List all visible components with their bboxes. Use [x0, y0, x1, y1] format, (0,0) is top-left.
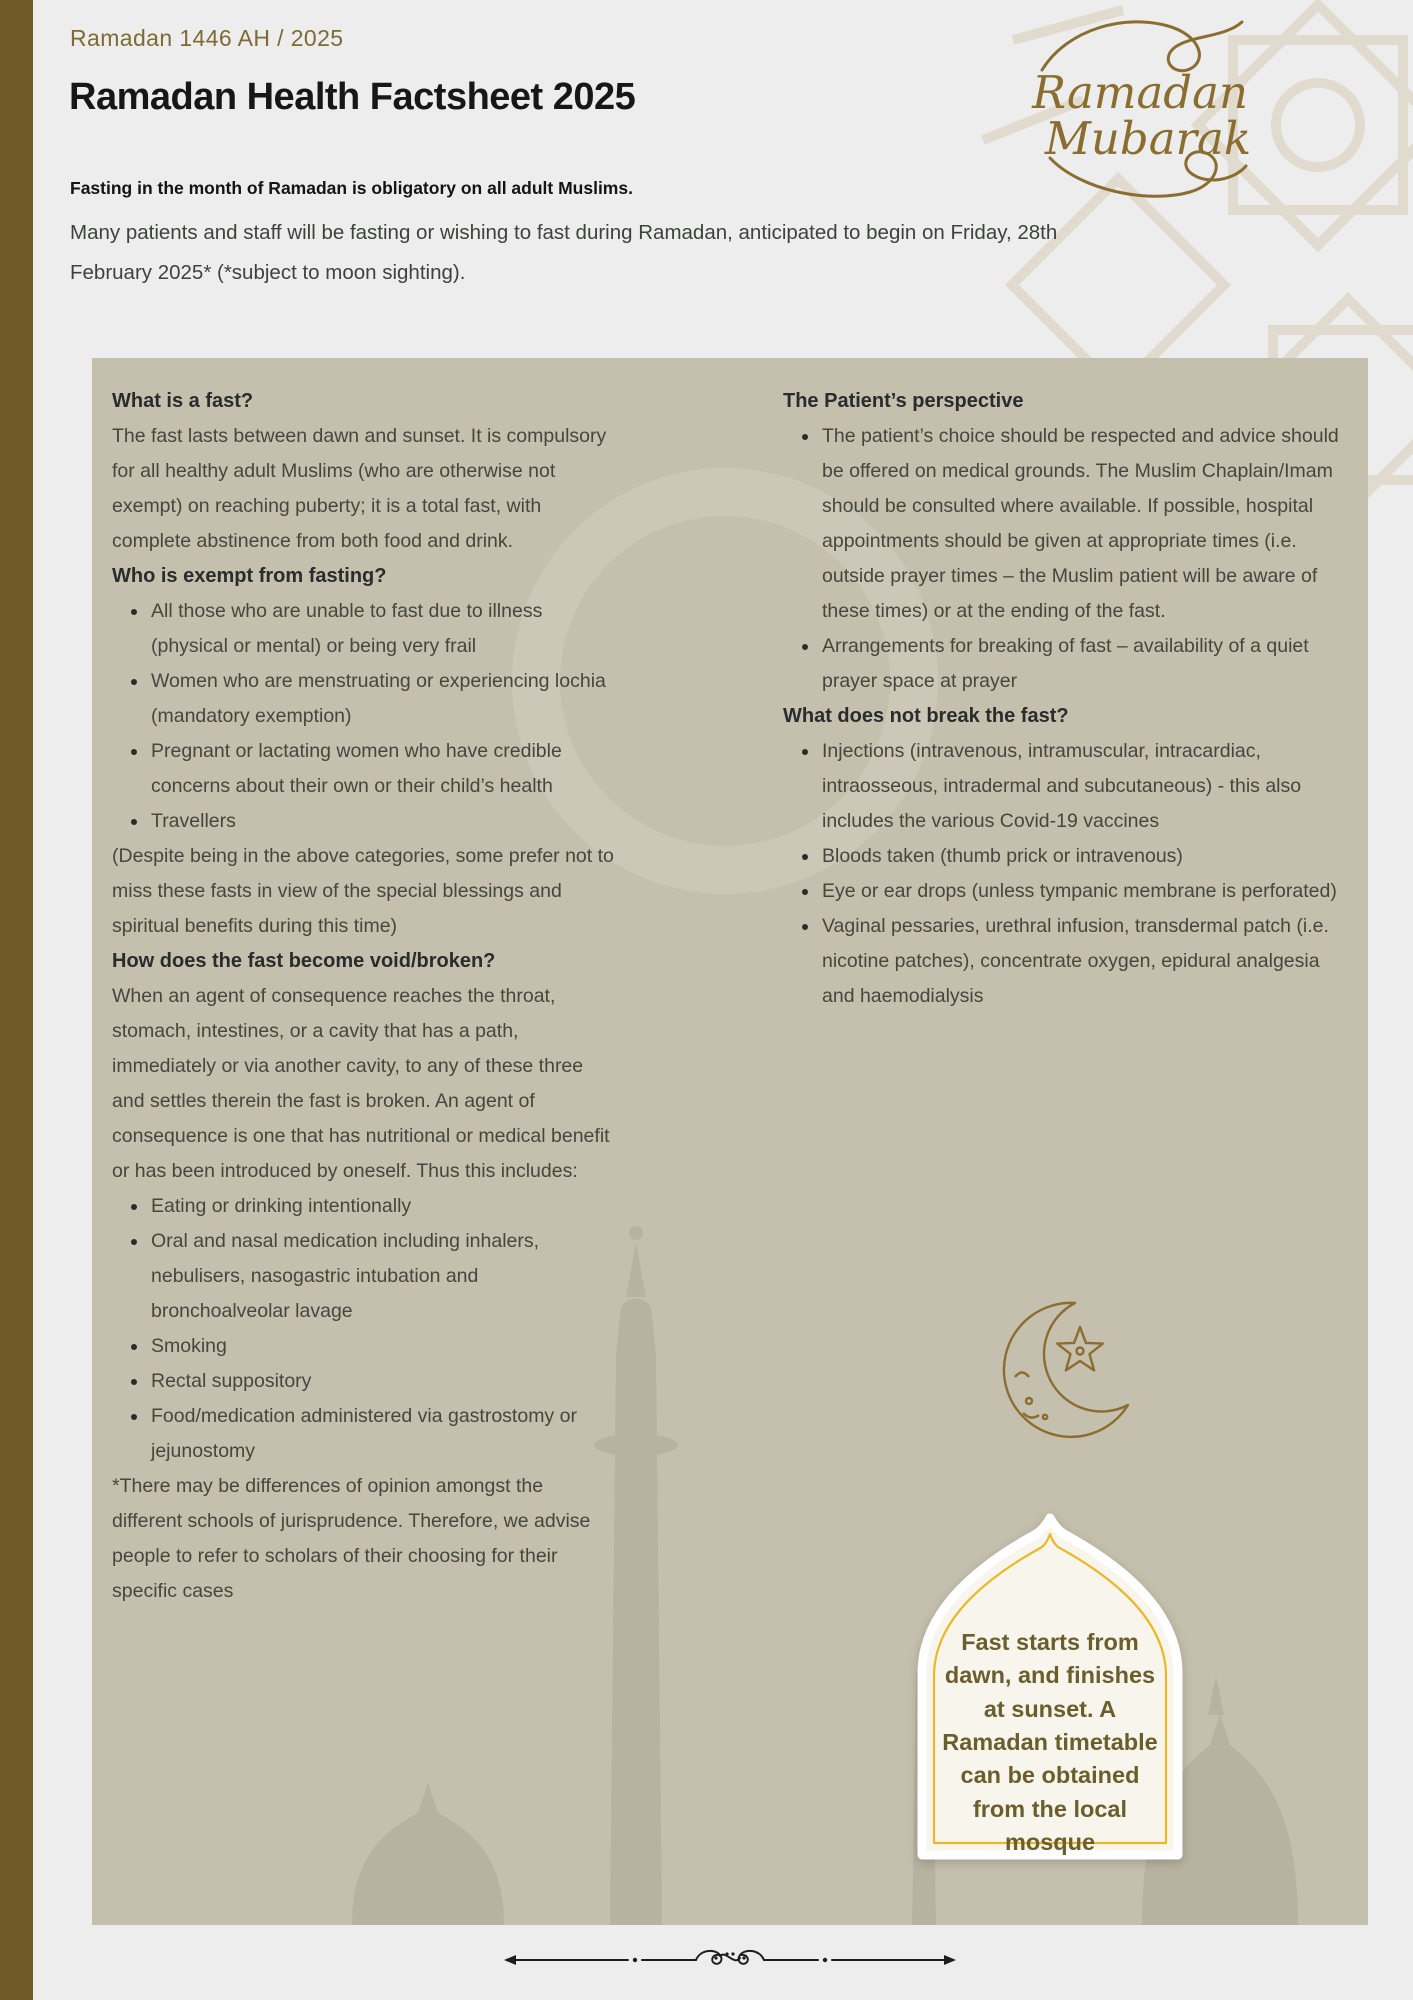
bullet-item: • Eye or ear drops (unless tympanic membrane is perforated) — [820, 874, 1351, 909]
crescent-star-icon — [977, 1293, 1142, 1458]
intro-bold-line: Fasting in the month of Ramadan is obligatory on all adult Muslims. — [70, 177, 633, 198]
bullet-item: • The patient’s choice should be respected and advice should be offered on medical grounds. The Muslim Chaplain/Imam should be consulted where available. If possible, hospital appointments should be given at appropriate times (i.e. outside prayer times – the Muslim patient will be aware of these times) or at the ending of the fast. — [820, 419, 1351, 629]
section-heading: What is a fast? — [112, 390, 254, 412]
bullet-item: • Vaginal pessaries, urethral infusion, transdermal patch (i.e. nicotine patches), concentrate oxygen, epidural analgesia and haemodialysis — [820, 909, 1351, 1014]
bullet-item: • All those who are unable to fast due to illness (physical or mental) or being very frail — [149, 594, 617, 664]
bullet-list — [112, 1189, 617, 1469]
page-title: Ramadan Health Factsheet 2025 — [69, 76, 636, 118]
bullet-item: • Bloods taken (thumb prick or intravenous) — [820, 839, 1351, 874]
column-right — [783, 384, 1351, 1014]
section-heading: How does the fast become void/broken? — [112, 950, 496, 972]
bullet-item: • Smoking — [149, 1329, 617, 1364]
content-panel — [92, 358, 1368, 1925]
bullet-item: • Food/medication administered via gastrostomy or jejunostomy — [149, 1399, 617, 1469]
bullet-item: • Oral and nasal medication including inhalers, nebulisers, nasogastric intubation and bronchoalveolar lavage — [149, 1224, 617, 1329]
section-heading: The Patient’s perspective — [783, 390, 1024, 412]
bullet-item: • Women who are menstruating or experiencing lochia (mandatory exemption) — [149, 664, 617, 734]
logo-word-ramadan: Ramadan — [1032, 66, 1248, 119]
section-paragraph: (Despite being in the above categories, some prefer not to miss these fasts in view of the special blessings and spiritual benefits during this time) — [112, 845, 614, 937]
bullet-item: • Pregnant or lactating women who have credible concerns about their own or their child’s health — [149, 734, 617, 804]
left-accent-bar — [0, 0, 33, 2000]
section-heading: Who is exempt from fasting? — [112, 565, 387, 587]
bullet-item: • Arrangements for breaking of fast – availability of a quiet prayer space at prayer — [820, 629, 1351, 699]
bullet-list — [112, 594, 617, 839]
bullet-item: • Eating or drinking intentionally — [149, 1189, 617, 1224]
logo-top-flourish — [1042, 22, 1242, 71]
section-paragraph: *There may be differences of opinion amongst the different schools of jurisprudence. Therefore, we advise people to refer to scholars of their choosing for their specific cases — [112, 1475, 591, 1602]
callout-text: Fast starts from dawn, and finishes at sunset. A Ramadan timetable can be obtained from the local mosque — [942, 1629, 1158, 1856]
logo-word-mubarak: Mubarak — [1044, 112, 1252, 165]
bullet-item: • Injections (intravenous, intramuscular, intracardiac, intraosseous, intradermal and subcutaneous) - this also includes the various Covid-19 vaccines — [820, 734, 1351, 839]
bullet-list — [783, 419, 1351, 699]
ornamental-divider — [500, 1942, 960, 1978]
mosque-arch-callout — [910, 1510, 1190, 1865]
section-heading: What does not break the fast? — [783, 705, 1069, 727]
bullet-item: • Travellers — [149, 804, 617, 839]
bullet-item: • Rectal suppository — [149, 1364, 617, 1399]
section-paragraph: The fast lasts between dawn and sunset. It is compulsory for all healthy adult Muslims (who are otherwise not exempt) on reaching puberty; it is a total fast, with complete abstinence from both food and drink. — [112, 425, 607, 552]
intro-paragraph: Many patients and staff will be fasting or wishing to fast during Ramadan, anticipated to begin on Friday, 28th February 2025* (*subject to moon sighting). — [70, 220, 1058, 284]
column-left — [112, 384, 617, 1609]
section-paragraph: When an agent of consequence reaches the throat, stomach, intestines, or a cavity that has a path, immediately or via another cavity, to any of these three and settles therein the fast is broken. An agent of consequence is one that has nutritional or medical benefit or has been introduced by oneself. Thus this includes: — [112, 985, 610, 1182]
edition-kicker: Ramadan 1446 AH / 2025 — [70, 25, 344, 51]
bullet-list — [783, 734, 1351, 1014]
